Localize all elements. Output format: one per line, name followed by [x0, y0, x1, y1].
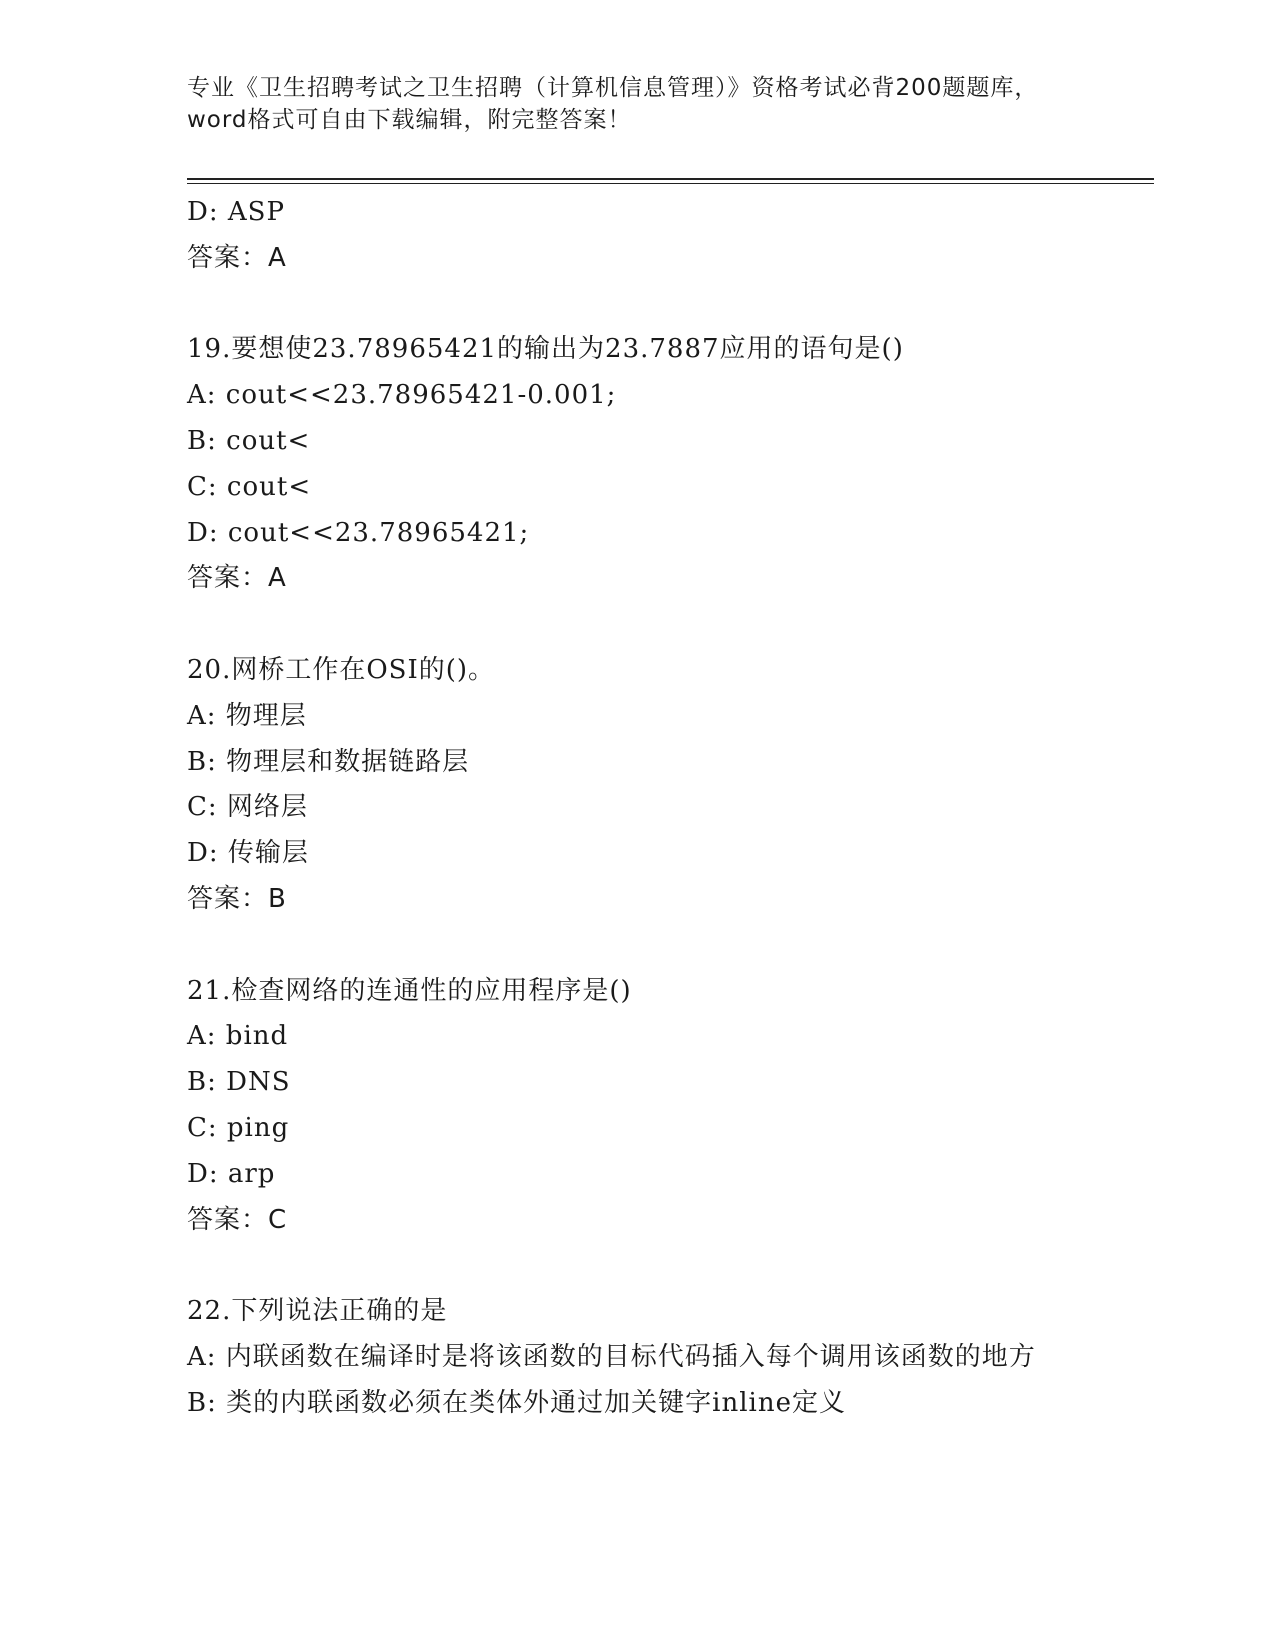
- option-d: D: ASP: [187, 197, 285, 227]
- option-b: B: cout<: [187, 425, 311, 456]
- answer: 答案：C: [187, 1204, 288, 1235]
- document-header: [187, 72, 1087, 136]
- question-19: [187, 327, 1087, 602]
- spacer: [187, 923, 1087, 969]
- question-stem: 22.下列说法正确的是: [187, 1296, 448, 1327]
- option-c: C: ping: [187, 1112, 290, 1143]
- header-rule-thin: [187, 183, 1154, 184]
- spacer: [187, 282, 1087, 328]
- option-a: A: 内联函数在编译时是将该函数的目标代码插入每个调用该函数的地方: [187, 1341, 1036, 1372]
- question-stem: 21.检查网络的连通性的应用程序是(): [187, 975, 632, 1006]
- spacer: [187, 1243, 1087, 1289]
- question-22: [187, 1289, 1087, 1426]
- option-d: D: cout<<23.78965421;: [187, 517, 530, 548]
- option-b: B: 物理层和数据链路层: [187, 746, 470, 777]
- question-21: [187, 969, 1087, 1244]
- question-20: [187, 648, 1087, 923]
- header-line-1: 专业《卫生招聘考试之卫生招聘（计算机信息管理）》资格考试必背200题题库，: [187, 75, 1039, 101]
- option-a: A: bind: [187, 1021, 289, 1052]
- question-stem: 19.要想使23.78965421的输出为23.7887应用的语句是(): [187, 334, 904, 365]
- question-stem: 20.网桥工作在OSI的()。: [187, 654, 496, 685]
- option-d: D: arp: [187, 1158, 276, 1189]
- answer: 答案：B: [187, 883, 287, 914]
- answer: 答案：A: [187, 563, 287, 594]
- option-a: A: 物理层: [187, 700, 307, 731]
- option-b: B: 类的内联函数必须在类体外通过加关键字inline定义: [187, 1387, 846, 1418]
- question-content: [187, 190, 1087, 1427]
- header-rule-thick: [187, 178, 1154, 180]
- header-line-2: word格式可自由下载编辑，附完整答案！: [187, 107, 632, 133]
- option-d: D: 传输层: [187, 838, 309, 869]
- option-a: A: cout<<23.78965421-0.001;: [187, 380, 617, 411]
- option-c: C: cout<: [187, 471, 312, 502]
- option-c: C: 网络层: [187, 792, 308, 823]
- answer: 答案：A: [187, 242, 287, 273]
- option-b: B: DNS: [187, 1067, 291, 1098]
- spacer: [187, 602, 1087, 648]
